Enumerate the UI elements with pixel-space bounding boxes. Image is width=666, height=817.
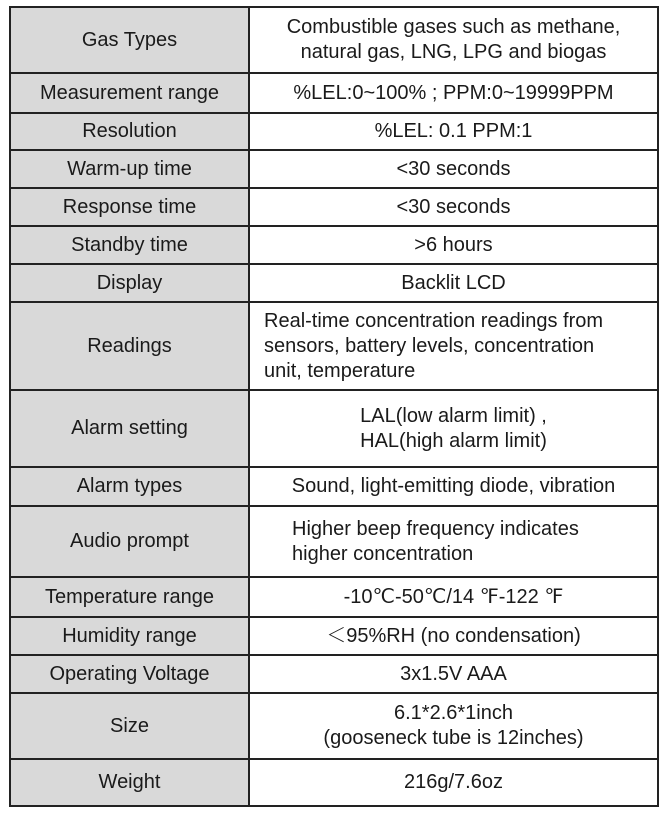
table-row-operating-voltage: [10, 655, 658, 693]
row-label: Weight: [10, 759, 249, 806]
row-value: [249, 693, 658, 759]
value-line: -10℃-50℃/14 ℉-122 ℉: [343, 585, 564, 608]
row-label: Standby time: [10, 226, 249, 264]
table-row-resolution: [10, 113, 658, 150]
row-label: Humidity range: [10, 617, 249, 655]
row-value: [249, 617, 658, 655]
table-row-measurement-range: [10, 73, 658, 113]
value-line: Combustible gases such as methane,: [286, 16, 621, 38]
value-line: %LEL:0~100% ; PPM:0~19999PPM: [293, 81, 614, 104]
row-label: Warm-up time: [10, 150, 249, 188]
table-row-temperature-range: [10, 577, 658, 617]
row-label: Readings: [10, 302, 249, 390]
table-row-warm-up-time: [10, 150, 658, 188]
table-row-response-time: [10, 188, 658, 226]
value-line: unit, temperature: [264, 359, 416, 382]
row-label: Audio prompt: [10, 506, 249, 577]
value-line: ＜95%RH (no condensation): [326, 624, 581, 647]
row-value: [249, 655, 658, 693]
row-value: [249, 226, 658, 264]
value-line: HAL(high alarm limit): [360, 429, 547, 452]
row-label: Resolution: [10, 113, 249, 150]
value-line: higher concentration: [292, 542, 474, 565]
table-row-weight: [10, 759, 658, 806]
value-line: LAL(low alarm limit) ,: [360, 404, 547, 427]
value-line: Real-time concentration readings from: [264, 309, 604, 332]
row-label: Operating Voltage: [10, 655, 249, 693]
row-label: Size: [10, 693, 249, 759]
value-line: <30 seconds: [396, 195, 511, 218]
value-line: <30 seconds: [396, 157, 511, 180]
row-value: [249, 506, 658, 577]
table-row-gas-types: [10, 7, 658, 73]
table-row-size: [10, 693, 658, 759]
row-value: [249, 150, 658, 188]
table-row-standby-time: [10, 226, 658, 264]
row-value: [249, 73, 658, 113]
value-line: %LEL: 0.1 PPM:1: [374, 120, 533, 142]
row-label: Alarm setting: [10, 390, 249, 467]
row-label: Temperature range: [10, 577, 249, 617]
value-line: >6 hours: [414, 233, 493, 256]
row-value: [249, 7, 658, 73]
table-row-audio-prompt: [10, 506, 658, 577]
row-label: Measurement range: [10, 73, 249, 113]
table-row-display: [10, 264, 658, 302]
spec-table: [9, 6, 659, 807]
row-label: Response time: [10, 188, 249, 226]
value-line: natural gas, LNG, LPG and biogas: [300, 41, 607, 63]
row-label: Alarm types: [10, 467, 249, 506]
value-line: 216g/7.6oz: [404, 771, 503, 793]
table-row-humidity-range: [10, 617, 658, 655]
value-line: 3x1.5V AAA: [400, 662, 507, 685]
row-value: [249, 302, 658, 390]
row-value: [249, 264, 658, 302]
row-value: [249, 188, 658, 226]
row-value: [249, 390, 658, 467]
table-row-alarm-types: [10, 467, 658, 506]
value-line: sensors, battery levels, concentration: [264, 334, 595, 357]
row-value: [249, 467, 658, 506]
table-row-alarm-setting: [10, 390, 658, 467]
value-line: Higher beep frequency indicates: [292, 517, 579, 540]
value-line: (gooseneck tube is 12inches): [323, 727, 584, 749]
value-line: Backlit LCD: [401, 271, 506, 294]
row-value: [249, 113, 658, 150]
table-row-readings: [10, 302, 658, 390]
row-value: [249, 759, 658, 806]
value-line: Sound, light-emitting diode, vibration: [291, 475, 616, 497]
value-line: 6.1*2.6*1inch: [394, 702, 513, 724]
row-label: Display: [10, 264, 249, 302]
row-label: Gas Types: [10, 7, 249, 73]
row-value: [249, 577, 658, 617]
